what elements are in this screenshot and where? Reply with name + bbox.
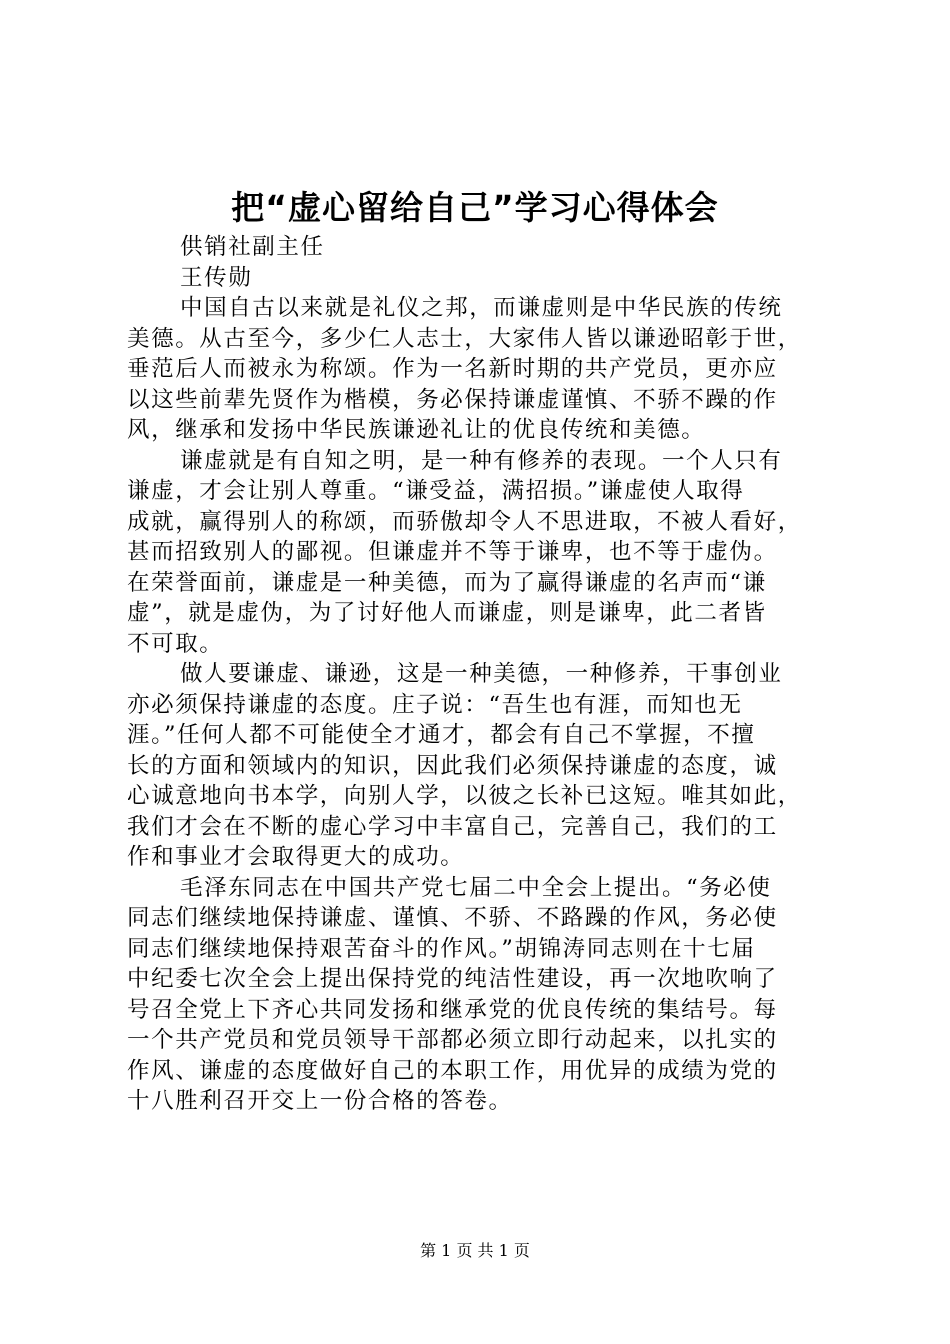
paragraph xyxy=(127,873,831,1117)
paragraph-line: 谦虚就是有自知之明，是一种有修养的表现。一个人只有 xyxy=(180,447,783,474)
paragraph-line: 作和事业才会取得更大的成功。 xyxy=(127,844,465,870)
paragraph-list xyxy=(127,293,831,1117)
paragraph-line: 我们才会在不断的虚心学习中丰富自己，完善自己，我们的工 xyxy=(127,813,778,840)
paragraph-line: 中国自古以来就是礼仪之邦，而谦虚则是中华民族的传统 xyxy=(180,295,783,321)
paragraph-line: 在荣誉面前，谦虚是一种美德，而为了赢得谦虚的名声而“谦 xyxy=(127,569,767,596)
paragraph-line: 作风、谦虚的态度做好自己的本职工作，用优异的成绩为党的 xyxy=(127,1057,778,1084)
paragraph xyxy=(127,659,831,873)
page-footer: 第 1 页 共 1 页 xyxy=(420,1241,530,1260)
paragraph-line: 风，继承和发扬中华民族谦逊礼让的优良传统和美德。 xyxy=(127,417,706,443)
paragraph-line: 虚”，就是虚伪，为了讨好他人而谦虚，则是谦卑，此二者皆 xyxy=(127,600,767,626)
paragraph-line: 毛泽东同志在中国共产党七届二中全会上提出。“务必使 xyxy=(180,874,772,901)
paragraph-line: 十八胜利召开交上一份合格的答卷。 xyxy=(127,1088,513,1114)
paragraph-line: 做人要谦虚、谦逊，这是一种美德，一种修养，干事创业 xyxy=(180,661,783,687)
paragraph-line: 一个共产党员和党员领导干部都必须立即行动起来，以扎实的 xyxy=(127,1027,778,1053)
paragraph-line: 长的方面和领域内的知识，因此我们必须保持谦虚的态度，诚 xyxy=(127,752,778,779)
author-title: 供销社副主任 xyxy=(180,234,325,260)
paragraph-line: 垂范后人而被永为称颂。作为一名新时期的共产党员，更亦应 xyxy=(127,356,778,382)
paragraph-line: 美德。从古至今，多少仁人志士，大家伟人皆以谦逊昭彰于世， xyxy=(127,325,802,352)
document-body xyxy=(127,232,831,1117)
paragraph-line: 同志们继续地保持艰苦奋斗的作风。”胡锦涛同志则在十七届 xyxy=(127,935,756,962)
paragraph-line: 同志们继续地保持谦虚、谨慎、不骄、不路躁的作风，务必使 xyxy=(127,905,778,931)
paragraph-line: 涯。”任何人都不可能使全才通才，都会有自己不掌握，不擅 xyxy=(127,722,756,748)
paragraph-line: 心诚意地向书本学，向别人学，以彼之长补已这短。唯其如此， xyxy=(127,783,802,809)
paragraph-line: 谦虚，才会让别人尊重。“谦受益，满招损。”谦虚使人取得 xyxy=(127,478,745,504)
paragraph xyxy=(127,293,831,446)
paragraph-line: 不可取。 xyxy=(127,630,224,657)
author-name: 王传勋 xyxy=(180,264,253,291)
paragraph xyxy=(127,446,831,660)
paragraph-line: 甚而招致别人的鄙视。但谦虚并不等于谦卑，也不等于虚伪。 xyxy=(127,539,778,565)
document-title: 把“虚心留给自己”学习心得体会 xyxy=(231,188,719,227)
paragraph-line: 亦必须保持谦虚的态度。庄子说：“吾生也有涯，而知也无 xyxy=(127,691,743,718)
paragraph-line: 中纪委七次全会上提出保持党的纯洁性建设，再一次地吹响了 xyxy=(127,966,778,992)
paragraph-line: 以这些前辈先贤作为楷模，务必保持谦虚谨慎、不骄不躁的作 xyxy=(127,386,778,413)
paragraph-line: 号召全党上下齐心共同发扬和继承党的优良传统的集结号。每 xyxy=(127,996,778,1023)
paragraph-line: 成就，赢得别人的称颂，而骄傲却令人不思进取，不被人看好， xyxy=(127,508,802,535)
